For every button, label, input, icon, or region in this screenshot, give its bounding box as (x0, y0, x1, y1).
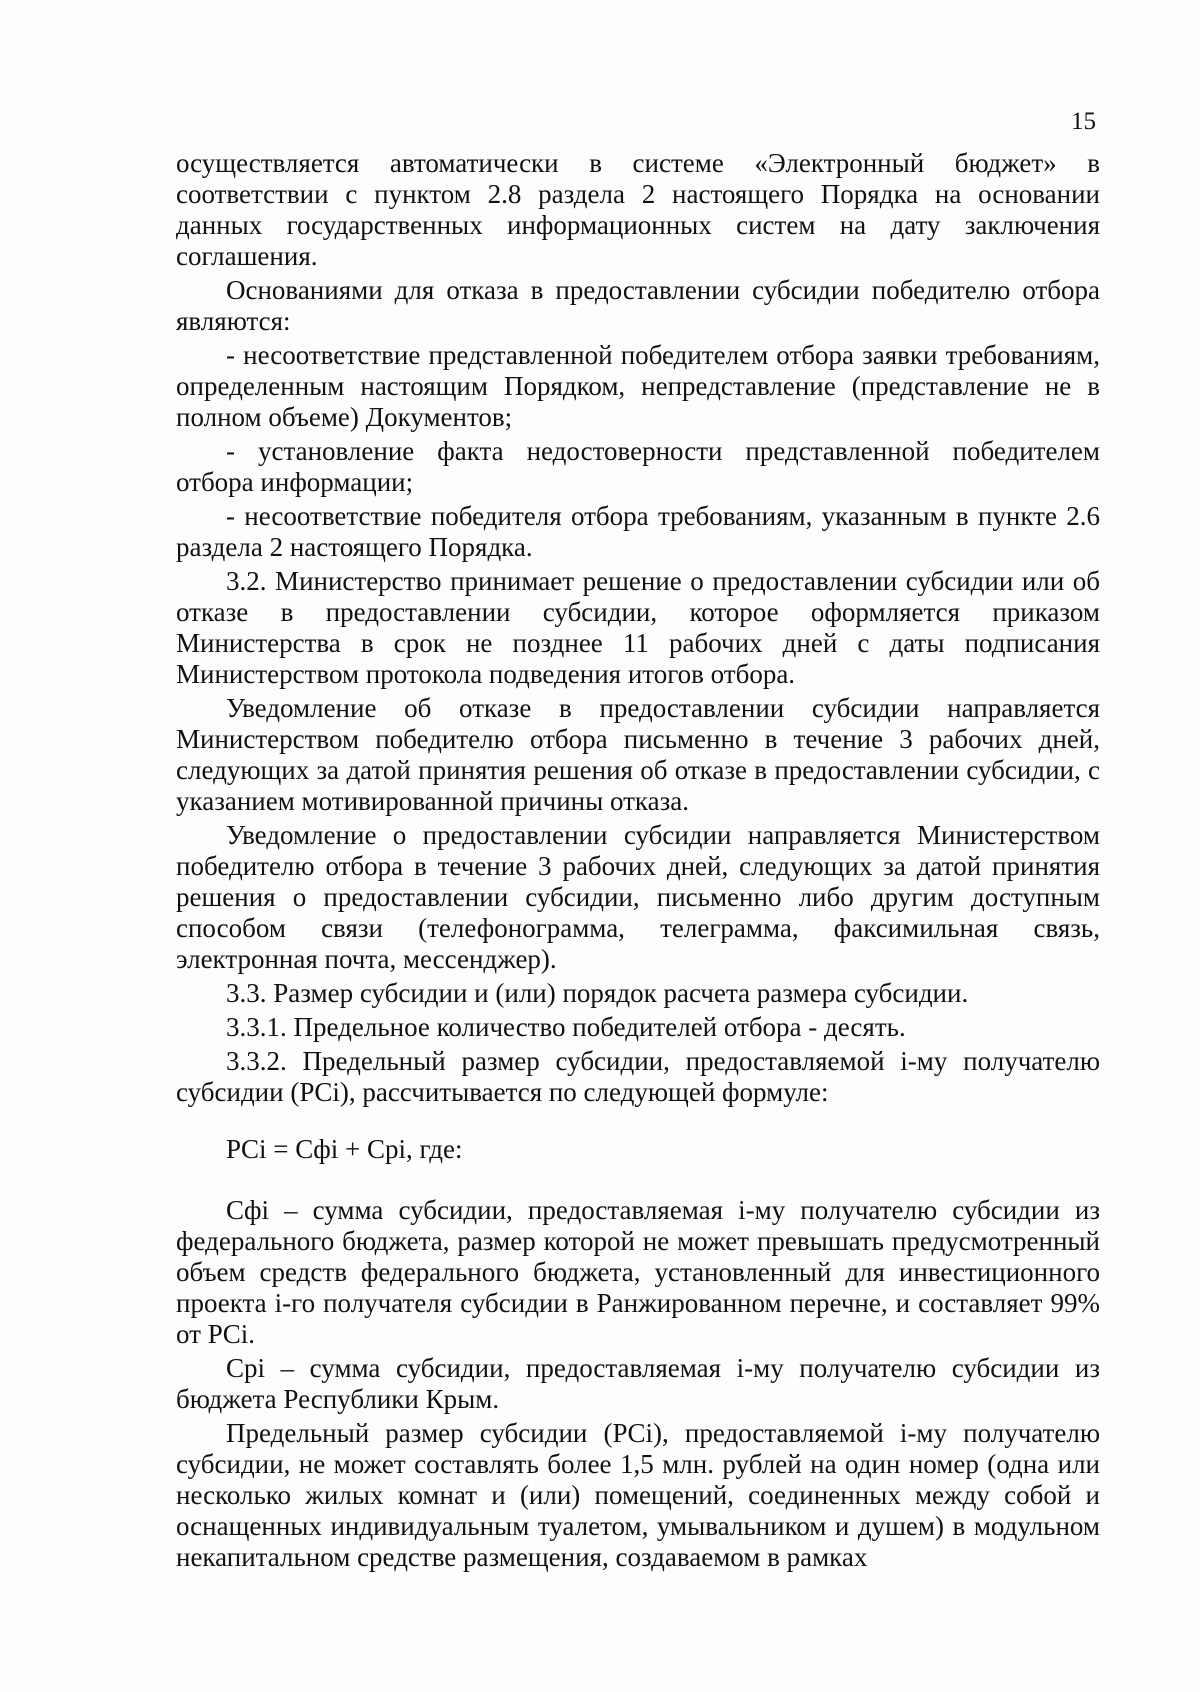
paragraph: 3.3.2. Предельный размер субсидии, предоставляемой i-му получателю субсидии (PCi), рассчитывается по следующей формуле: (176, 1046, 1100, 1107)
paragraph: 3.3.1. Предельное количество победителей отбора - десять. (226, 1012, 906, 1042)
section-heading: 3.3. Размер субсидии и (или) порядок расчета размера субсидии. (226, 978, 969, 1008)
formula: PCi = Сфi + Срi, где: (226, 1134, 463, 1164)
paragraph: 3.2. Министерство принимает решение о предоставлении субсидии или об отказе в предоставлении субсидии, которое оформляется приказом Министерства в срок не позднее 11 рабочих дней с даты подписания Министерством протокола подведения итогов отбора. (176, 566, 1100, 689)
paragraph: Срi – сумма субсидии, предоставляемая i-му получателю субсидии из бюджета Республики Крым. (176, 1353, 1100, 1414)
list-item: - несоответствие победителя отбора требованиям, указанным в пункте 2.6 раздела 2 настоящего Порядка. (176, 501, 1100, 562)
paragraph: Сфi – сумма субсидии, предоставляемая i-му получателю субсидии из федерального бюджета, размер которой не может превышать предусмотренный объем средств федерального бюджета, установленный для инвестиционного проекта i-го получателя субсидии в Ранжированном перечне, и составляет 99% от PCi. (176, 1195, 1100, 1349)
list-item: - установление факта недостоверности представленной победителем отбора информации; (176, 436, 1100, 497)
list-item: - несоответствие представленной победителем отбора заявки требованиям, определенным настоящим Порядком, непредставление (представление не в полном объеме) Документов; (176, 340, 1100, 432)
paragraph: Основаниями для отказа в предоставлении субсидии победителю отбора являются: (176, 275, 1100, 336)
paragraph: Предельный размер субсидии (PCi), предоставляемой i-му получателю субсидии, не может составлять более 1,5 млн. рублей на один номер (одна или несколько жилых комнат и (или) помещений, соединенных между собой и оснащенных индивидуальным туалетом, умывальником и душем) в модульном некапитальном средстве размещения, создаваемом в рамках (176, 1418, 1100, 1572)
document-body (176, 148, 1100, 1576)
paragraph: Уведомление о предоставлении субсидии направляется Министерством победителю отбора в течение 3 рабочих дней, следующих за датой принятия решения о предоставлении субсидии, письменно либо другим доступным способом связи (телефонограмма, телеграмма, факсимильная связь, электронная почта, мессенджер). (176, 820, 1100, 974)
paragraph: осуществляется автоматически в системе «Электронный бюджет» в соответствии с пунктом 2.8 раздела 2 настоящего Порядка на основании данных государственных информационных систем на дату заключения соглашения. (176, 148, 1100, 271)
page-number: 15 (1071, 108, 1096, 135)
paragraph: Уведомление об отказе в предоставлении субсидии направляется Министерством победителю отбора письменно в течение 3 рабочих дней, следующих за датой принятия решения об отказе в предоставлении субсидии, с указанием мотивированной причины отказа. (176, 693, 1100, 816)
